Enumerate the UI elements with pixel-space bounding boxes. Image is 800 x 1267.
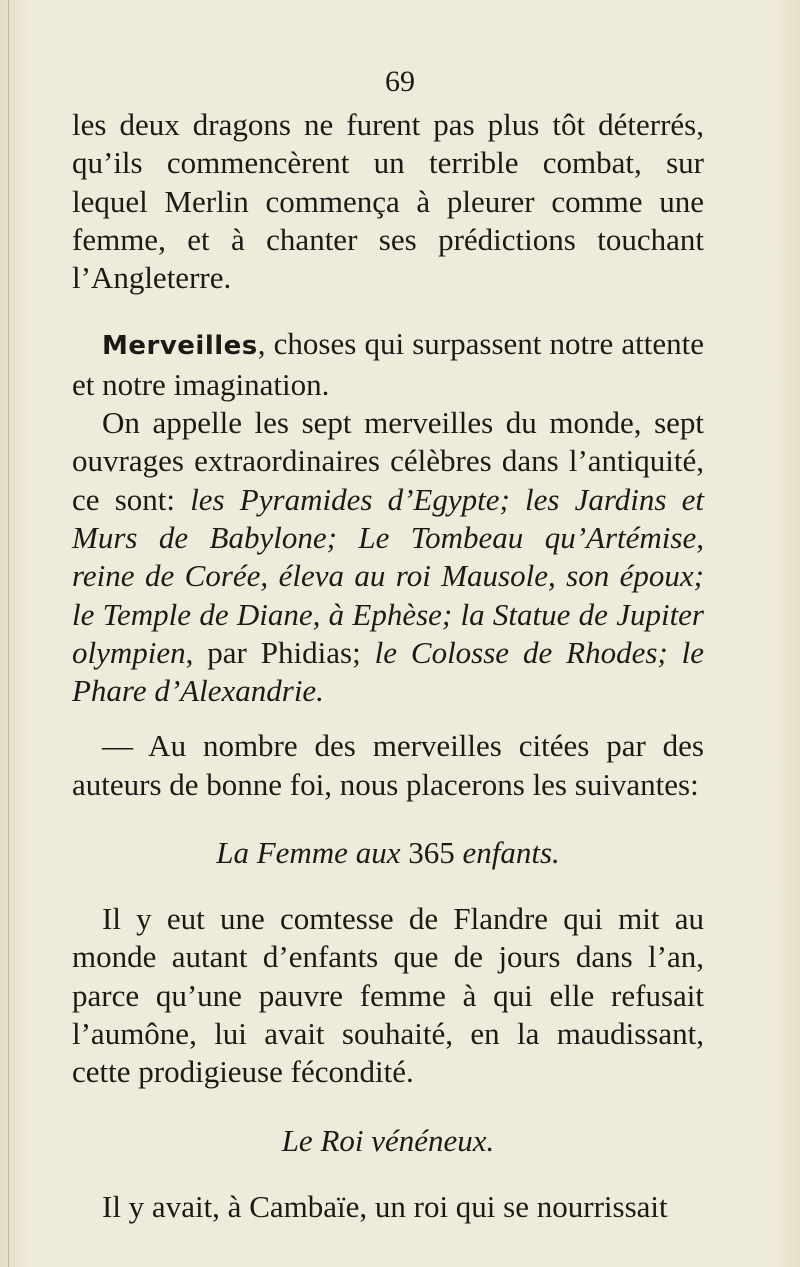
paragraph-comtesse: Il y eut une comtesse de Flandre qui mit au monde autant d’enfants que de jours dans l’an, parce qu’une pauvre femme à qui elle refusait l’aumône, lui avait souhaité, en la maudissant, cette prodigieuse fécondité. <box>72 901 704 1090</box>
page-edge <box>8 0 9 1267</box>
paragraph-roi: Il y avait, à Cambaïe, un roi qui se nourrissait <box>102 1188 668 1224</box>
title-part: enfants. <box>454 835 560 871</box>
page-body <box>72 106 704 1226</box>
page-number: 69 <box>385 65 415 98</box>
entry-definition: , choses qui surpassent notre attente et notre imagination. <box>72 326 704 402</box>
paragraph-continuation: les deux dragons ne furent pas plus tôt déterrés, qu’ils commencèrent un terrible combat, sur lequel Merlin commença à pleurer comme une femme, et à chanter ses prédictions touchant l’Angleterre. <box>72 107 704 296</box>
wonders-mid: , par Phidias; <box>185 634 375 670</box>
dictionary-entry <box>72 325 704 404</box>
title-part: La Femme aux <box>216 835 409 871</box>
section-title-roi: Le Roi vénéneux. <box>281 1122 495 1158</box>
entry-headword: Merveilles <box>102 331 258 362</box>
paragraph-other-wonders: — Au nombre des merveilles citées par des auteurs de bonne foi, nous placerons les suivantes: <box>72 728 704 802</box>
section-title-femme <box>72 834 704 872</box>
title-number: 365 <box>408 835 455 871</box>
wonders-list-a: les Pyramides d’Egypte; les Jardins et Murs de Babylone; Le Tombeau qu’Artémise, reine de Corée, éleva au roi Mausole, son époux; le Temple de Diane, à Ephèse; la Statue de Jupiter olympien <box>72 481 705 670</box>
wonders-intro: On appelle les sept merveilles du monde, sept ouvrages extraordinaires célèbres dans l’antiquité, ce sont: <box>72 405 704 517</box>
wonders-list-b: le Colosse de Rhodes; le Phare d’Alexandrie. <box>72 634 704 709</box>
paragraph-seven-wonders <box>72 404 704 710</box>
